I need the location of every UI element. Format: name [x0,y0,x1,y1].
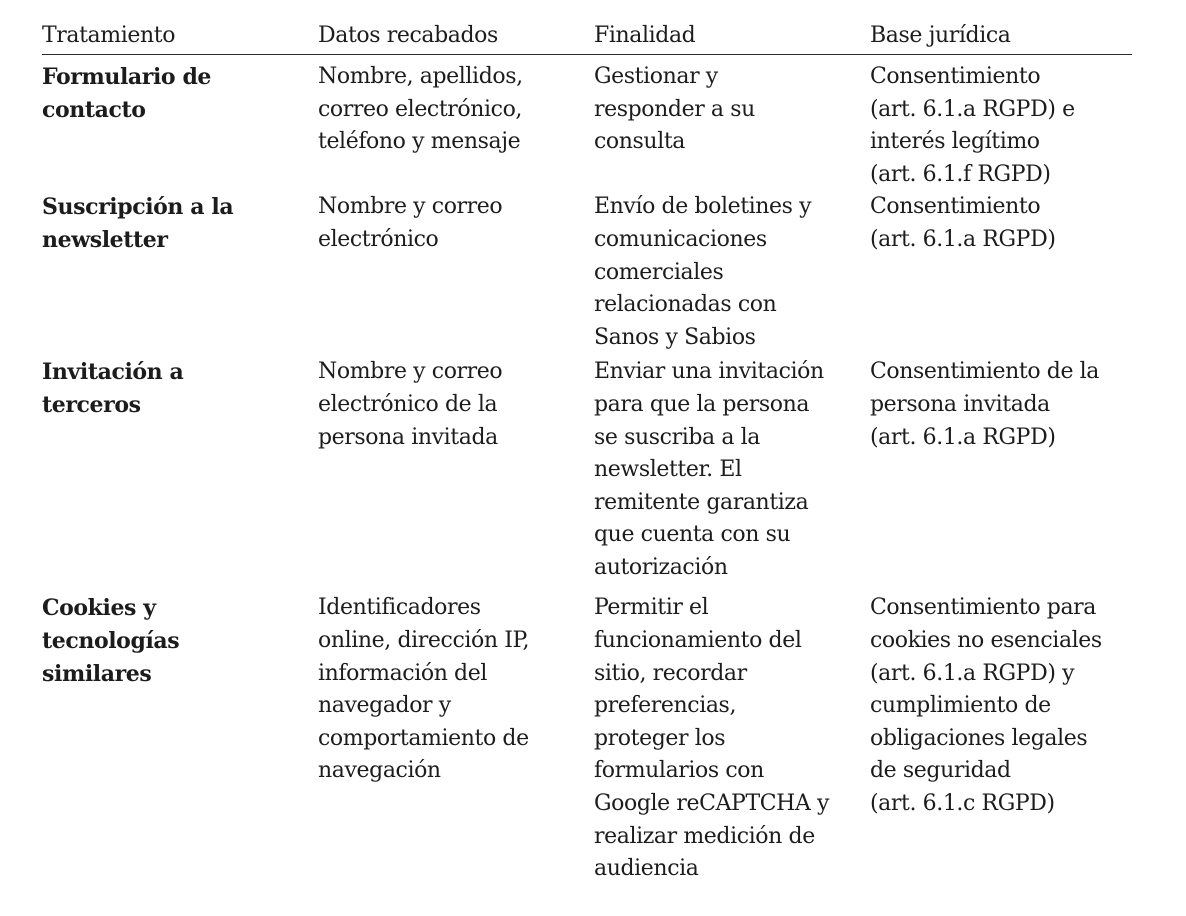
data-processing-table [42,18,1132,886]
cell-line: (art. 6.1.f RGPD) [870,161,1051,187]
cell-line: comportamiento de [318,725,529,751]
cell-line: Envío de boletines y [594,194,812,220]
cell-line: autorización [594,554,728,580]
cell-line: (art. 6.1.c RGPD) [870,790,1055,816]
cell-line: interés legítimo [870,129,1040,155]
cell-treatment [42,191,318,356]
cell-line: comunicaciones [594,226,767,252]
table-row [42,356,1132,592]
cell-line: Nombre, apellidos, [318,64,523,89]
cell-line: newsletter. El [594,457,742,483]
cell-line: navegación [318,758,441,784]
cell-data-collected [318,592,594,885]
header-legal-basis: Base jurídica [870,18,1132,55]
header-data-collected: Datos recabados [318,18,594,55]
cell-line: se suscriba a la [594,424,760,450]
table-row [42,191,1132,356]
cell-line: Consentimiento [870,64,1041,89]
cell-line: Formulario de [42,64,212,90]
cell-purpose [594,356,870,592]
cell-line: Permitir el [594,595,709,621]
cell-line: Nombre y correo [318,194,503,220]
cell-line: Suscripción a la [42,194,234,221]
cell-line: para que la persona [594,391,810,417]
cell-line: similares [42,660,152,687]
cell-legal-basis [870,592,1132,885]
cell-line: información del [318,660,487,686]
cell-line: Consentimiento para [870,595,1096,621]
table-row [42,592,1132,885]
cell-line: que cuenta con su [594,522,791,548]
cell-line: Sanos y Sabios [594,324,756,350]
cell-data-collected [318,191,594,356]
cell-line: de seguridad [870,758,1011,784]
cell-line: realizar medición de [594,823,815,849]
cell-treatment [42,356,318,592]
cell-line: navegador y [318,693,451,719]
cell-line: persona invitada [318,424,498,450]
header-purpose: Finalidad [594,18,870,55]
cell-line: Consentimiento de la [870,359,1100,385]
cell-line: tecnologías [42,627,180,654]
cell-line: (art. 6.1.a RGPD) [870,424,1056,450]
cell-line: relacionadas con [594,292,777,318]
cell-line: electrónico de la [318,391,498,417]
cell-line: electrónico [318,226,439,252]
cell-line: Enviar una invitación [594,359,824,385]
cell-line: (art. 6.1.a RGPD) y [870,660,1075,686]
cell-line: (art. 6.1.a RGPD) [870,226,1056,252]
cell-line: Nombre y correo [318,359,503,385]
cell-line: remitente garantiza [594,489,809,515]
cell-line: Identificadores [318,595,481,621]
cell-line: obligaciones legales [870,725,1088,751]
table-body [42,55,1132,886]
cell-line: audiencia [594,856,699,882]
cell-legal-basis [870,191,1132,356]
cell-purpose [594,55,870,192]
header-row [42,18,1132,55]
cell-line: cookies no esenciales [870,627,1102,653]
cell-line: contacto [42,96,146,123]
cell-line: consulta [594,129,685,155]
cell-line: Google reCAPTCHA y [594,790,830,816]
cell-line: teléfono y mensaje [318,129,521,155]
cell-line: online, dirección IP, [318,627,530,653]
cell-line: cumplimiento de [870,693,1051,719]
cell-line: proteger los [594,725,726,751]
cell-line: formularios con [594,758,764,784]
cell-line: (art. 6.1.a RGPD) e [870,96,1075,122]
cell-line: newsletter [42,226,168,253]
cell-line: preferencias, [594,693,737,719]
cell-line: terceros [42,391,141,418]
cell-data-collected [318,356,594,592]
cell-line: Invitación a [42,359,184,386]
cell-treatment [42,592,318,885]
cell-line: comerciales [594,259,724,285]
cell-purpose [594,191,870,356]
cell-line: persona invitada [870,391,1050,417]
cell-line: correo electrónico, [318,96,523,122]
table-row [42,55,1132,192]
cell-line: funcionamiento del [594,627,802,653]
header-treatment: Tratamiento [42,18,318,55]
cell-line: Consentimiento [870,194,1041,220]
cell-data-collected [318,55,594,192]
cell-line: responder a su [594,96,755,122]
cell-legal-basis [870,356,1132,592]
cell-treatment [42,55,318,192]
table-header [42,18,1132,55]
cell-line: Gestionar y [594,64,718,89]
cell-line: Cookies y [42,595,156,622]
cell-line: sitio, recordar [594,660,747,686]
cell-legal-basis [870,55,1132,192]
cell-purpose [594,592,870,885]
